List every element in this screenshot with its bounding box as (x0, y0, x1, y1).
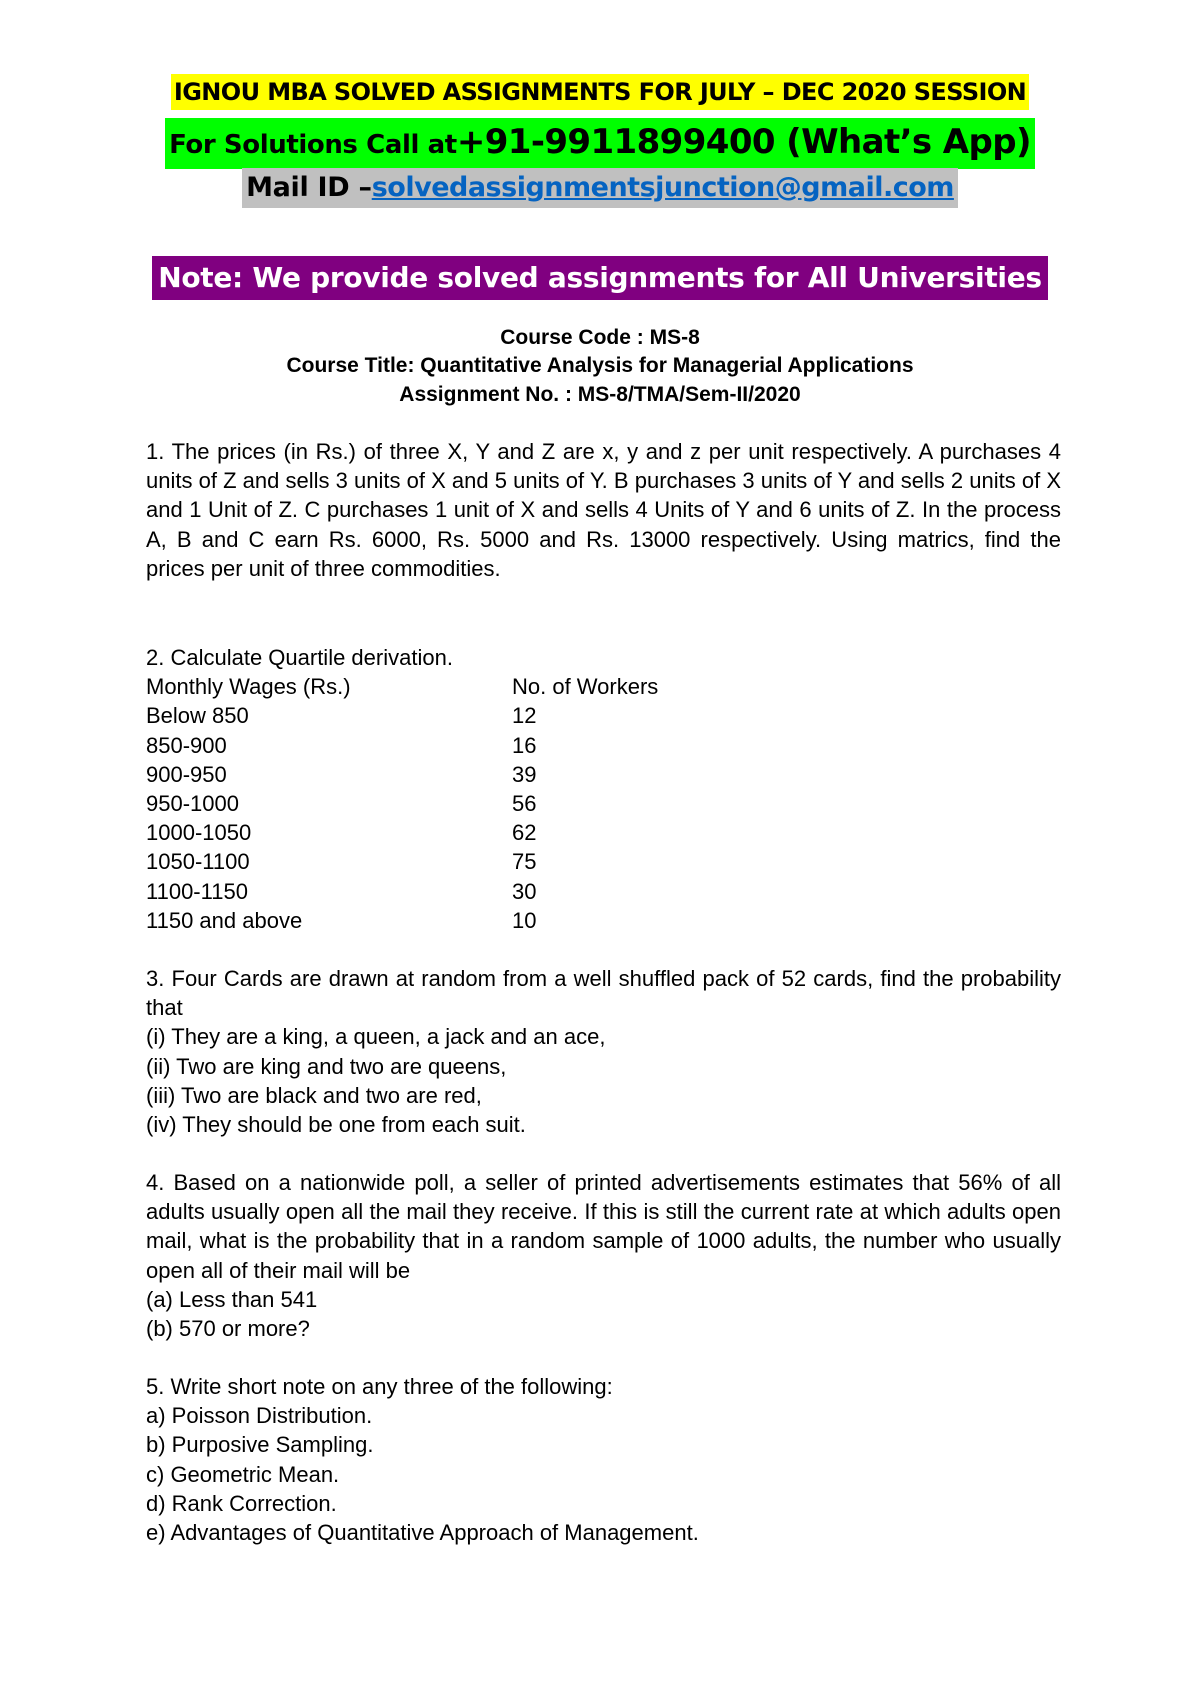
list-item: e) Advantages of Quantitative Approach of Management. (146, 1520, 699, 1546)
col-header-wages: Monthly Wages (Rs.) (146, 674, 351, 700)
table-row (146, 701, 1061, 730)
table-row (146, 789, 1061, 818)
wage-cell: 1150 and above (146, 907, 303, 933)
table-row (146, 877, 1061, 906)
mail-banner (0, 168, 1200, 208)
workers-cell: 16 (512, 732, 537, 758)
list-item: (ii) Two are king and two are queens, (146, 1053, 507, 1079)
mail-prefix: Mail ID – (246, 172, 372, 203)
course-title: Course Title: Quantitative Analysis for Managerial Applications (286, 354, 914, 377)
list-item: (iv) They should be one from each suit. (146, 1112, 526, 1138)
call-prefix: For Solutions Call at (169, 130, 457, 160)
table-header (146, 672, 1061, 701)
wage-cell: 1100-1150 (146, 878, 248, 904)
table-row (146, 731, 1061, 760)
question-2-text: 2. Calculate Quartile derivation. (146, 645, 453, 670)
list-item: b) Purposive Sampling. (146, 1432, 374, 1458)
wage-cell: 1000-1050 (146, 820, 252, 846)
note-banner (0, 256, 1200, 300)
col-header-workers: No. of Workers (512, 674, 659, 700)
workers-cell: 10 (512, 907, 537, 933)
question-4 (146, 1168, 1061, 1343)
question-5 (146, 1372, 1061, 1547)
wage-cell: 950-1000 (146, 791, 239, 817)
wage-cell: 1050-1100 (146, 849, 250, 875)
course-code: Course Code : MS-8 (500, 326, 700, 349)
table-row (146, 818, 1061, 847)
email-link[interactable]: solvedassignmentsjunction@gmail.com (371, 172, 954, 203)
wage-cell: 900-950 (146, 761, 227, 787)
workers-cell: 39 (512, 761, 537, 787)
question-5-text: 5. Write short note on any three of the following: (146, 1374, 613, 1399)
list-item: (i) They are a king, a queen, a jack and an ace, (146, 1024, 606, 1050)
note-text: Note: We provide solved assignments for All Universities (152, 256, 1048, 300)
question-4-text: 4. Based on a nationwide poll, a seller of printed advertisements estimates that 56% of all adults usually open all the mail they receive. If this is still the current rate at which adults open mail, what is the probability that in a random sample of 1000 adults, the number who usually open all of their mail will be (146, 1170, 1061, 1283)
workers-cell: 62 (512, 820, 537, 846)
phone-number: +91-9911899400 (What’s App) (456, 122, 1031, 162)
workers-cell: 12 (512, 703, 537, 729)
list-item: (b) 570 or more? (146, 1316, 310, 1342)
question-1: 1. The prices (in Rs.) of three X, Y and Z are x, y and z per unit respectively. A purchases 4 units of Z and sells 3 units of X and 5 units of Y. B purchases 3 units of Y and sells 2 units of X and 1 Unit of Z. C purchases 1 unit of X and sells 4 Units of Y and 6 units of Z. In the process A, B and C earn Rs. 6000, Rs. 5000 and Rs. 13000 respectively. Using matrics, find the prices per unit of three commodities. (146, 439, 1061, 581)
question-3 (146, 964, 1061, 1139)
workers-cell: 75 (512, 849, 537, 875)
list-item: a) Poisson Distribution. (146, 1403, 373, 1429)
list-item: d) Rank Correction. (146, 1490, 337, 1516)
list-item: (iii) Two are black and two are red, (146, 1082, 482, 1108)
header-title: IGNOU MBA SOLVED ASSIGNMENTS FOR JULY – DEC 2020 SESSION (171, 74, 1029, 110)
list-item: (a) Less than 541 (146, 1286, 318, 1312)
table-row (146, 760, 1061, 789)
wage-cell: 850-900 (146, 732, 227, 758)
call-banner (0, 118, 1200, 169)
table-row (146, 847, 1061, 876)
assignment-number: Assignment No. : MS-8/TMA/Sem-II/2020 (399, 383, 801, 406)
header-title-banner (0, 74, 1200, 110)
question-3-text: 3. Four Cards are drawn at random from a well shuffled pack of 52 cards, find the probability that (146, 966, 1061, 1021)
list-item: c) Geometric Mean. (146, 1461, 340, 1487)
question-2 (146, 643, 1061, 935)
workers-cell: 30 (512, 878, 537, 904)
wage-cell: Below 850 (146, 703, 249, 729)
workers-cell: 56 (512, 791, 537, 817)
table-row (146, 906, 1061, 935)
